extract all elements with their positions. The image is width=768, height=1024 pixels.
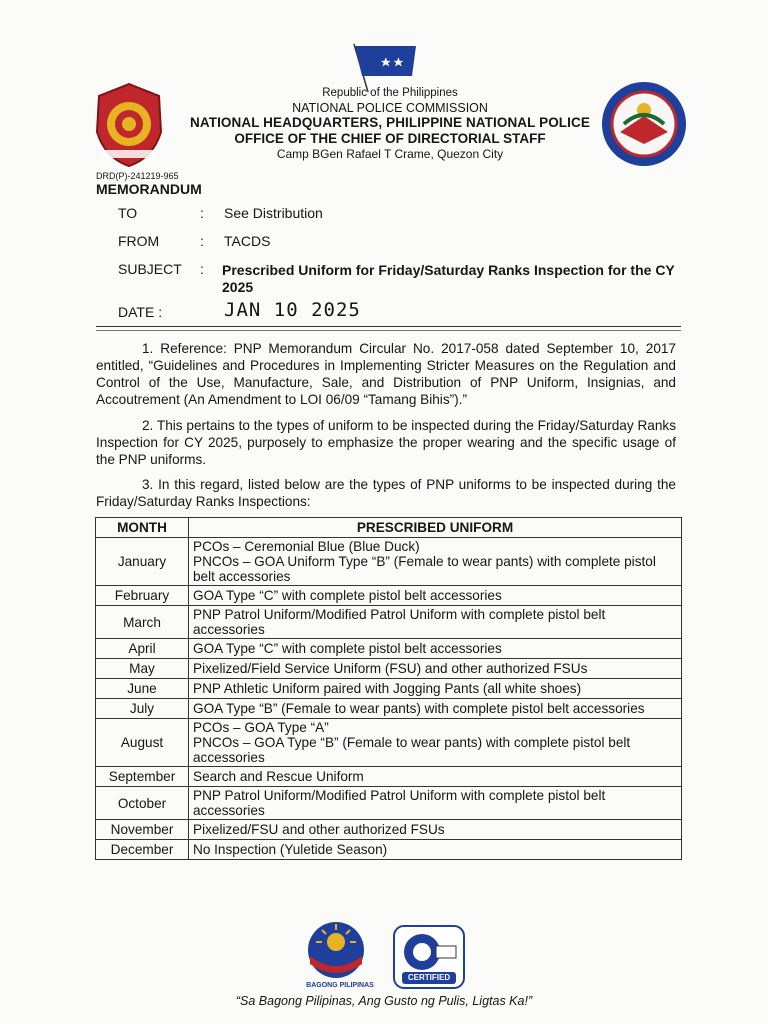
table-row — [96, 586, 682, 606]
table-row — [96, 538, 682, 586]
month-cell: June — [96, 679, 189, 699]
uniform-cell — [189, 840, 682, 860]
uniform-table-body — [96, 538, 682, 860]
uniform-line: PNP Athletic Uniform paired with Jogging Pants (all white shoes) — [193, 681, 582, 696]
uniform-line: Search and Rescue Uniform — [193, 769, 364, 784]
uniform-line: PNP Patrol Uniform/Modified Patrol Uniform with complete pistol belt accessories — [193, 607, 606, 637]
date-label: DATE : — [118, 304, 163, 320]
uniform-cell — [189, 767, 682, 787]
subject-label: SUBJECT — [118, 261, 182, 277]
to-colon: : — [200, 205, 204, 221]
date-stamp: JAN 10 2025 — [224, 299, 361, 321]
header-commission: NATIONAL POLICE COMMISSION — [292, 101, 488, 115]
uniform-cell — [189, 820, 682, 840]
uniform-header: PRESCRIBED UNIFORM — [189, 518, 682, 538]
certified-label: CERTIFIED — [407, 973, 451, 982]
table-row — [96, 719, 682, 767]
uniform-cell — [189, 699, 682, 719]
uniform-cell — [189, 586, 682, 606]
uniform-line: GOA Type “B” (Female to wear pants) with complete pistol belt accessories — [193, 701, 645, 716]
month-cell: April — [96, 639, 189, 659]
table-row — [96, 787, 682, 820]
table-row — [96, 679, 682, 699]
uniform-line: Pixelized/Field Service Uniform (FSU) and other authorized FSUs — [193, 661, 588, 676]
subject-colon: : — [200, 261, 204, 277]
month-cell: January — [96, 538, 189, 586]
table-row — [96, 840, 682, 860]
paragraph-2: 2. This pertains to the types of uniform to be inspected during the Friday/Saturday Ranks Inspection for CY 2025, purposely to emphasize the proper wearing and the specific usage of the PNP uniforms. — [96, 418, 676, 467]
month-cell: December — [96, 840, 189, 860]
uniform-line: PNCOs – GOA Uniform Type “B” (Female to wear pants) with complete pistol belt accessories — [193, 554, 656, 584]
table-row — [96, 606, 682, 639]
uniform-line: PNP Patrol Uniform/Modified Patrol Uniform with complete pistol belt accessories — [193, 788, 606, 818]
month-cell: November — [96, 820, 189, 840]
footer-slogan: “Sa Bagong Pilipinas, Ang Gusto ng Pulis, Ligtas Ka!” — [235, 994, 533, 1008]
month-cell: September — [96, 767, 189, 787]
divider-rule — [96, 326, 681, 327]
uniform-line: GOA Type “C” with complete pistol belt accessories — [193, 588, 502, 603]
uniform-line: No Inspection (Yuletide Season) — [193, 842, 388, 857]
bagong-pilipinas-logo — [298, 918, 374, 982]
header-address: Camp BGen Rafael T Crame, Quezon City — [276, 147, 504, 161]
table-row — [96, 820, 682, 840]
divider-rule-thin — [96, 330, 681, 331]
table-row — [96, 639, 682, 659]
uniform-cell — [189, 659, 682, 679]
uniform-line: PNCOs – GOA Type “B” (Female to wear pants) with complete pistol belt accessories — [193, 735, 631, 765]
uniform-table — [95, 517, 682, 860]
month-cell: May — [96, 659, 189, 679]
month-cell: March — [96, 606, 189, 639]
bagong-pilipinas-label: BAGONG PILIPINAS — [306, 982, 374, 989]
uniform-cell — [189, 639, 682, 659]
table-row — [96, 699, 682, 719]
uniform-cell — [189, 679, 682, 699]
memo-title: MEMORANDUM — [96, 181, 202, 197]
table-header-row — [96, 518, 682, 538]
subject-value: Prescribed Uniform for Friday/Saturday Ranks Inspection for the CY 2025 — [222, 262, 675, 295]
table-row — [96, 659, 682, 679]
from-colon: : — [200, 233, 204, 249]
paragraph-1: 1. Reference: PNP Memorandum Circular No. 2017-058 dated September 10, 2017 entitled, “Guidelines and Procedures in Implementing Stricter Measures on the Regulation and Control of the Use, Manufacture, Sale, and Distribution of PNP Uniform, Insignias, and Accoutrement (An Amendment to LOI 06/09 “Tamang Bihis”).” — [96, 341, 676, 407]
month-cell: February — [96, 586, 189, 606]
table-row — [96, 767, 682, 787]
header-headquarters: NATIONAL HEADQUARTERS, PHILIPPINE NATIONAL POLICE — [190, 115, 590, 130]
control-number: DRD(P)-241219-965 — [96, 171, 179, 181]
month-cell: July — [96, 699, 189, 719]
uniform-line: PCOs – GOA Type “A” — [193, 720, 329, 735]
month-cell: August — [96, 719, 189, 767]
from-label: FROM — [118, 233, 160, 249]
from-value: TACDS — [224, 233, 271, 249]
header-republic: Republic of the Philippines — [322, 87, 458, 99]
header-office: OFFICE OF THE CHIEF OF DIRECTORIAL STAFF — [234, 131, 546, 146]
uniform-cell — [189, 787, 682, 820]
uniform-line: PCOs – Ceremonial Blue (Blue Duck) — [193, 539, 420, 554]
uniform-cell — [189, 719, 682, 767]
uniform-cell — [189, 606, 682, 639]
month-header: MONTH — [96, 518, 189, 538]
uniform-line: Pixelized/FSU and other authorized FSUs — [193, 822, 445, 837]
paragraph-3: 3. In this regard, listed below are the types of PNP uniforms to be inspected during the Friday/Saturday Ranks Inspections: — [96, 477, 676, 509]
uniform-cell — [189, 538, 682, 586]
to-label: TO — [118, 205, 138, 221]
uniform-line: GOA Type “C” with complete pistol belt accessories — [193, 641, 502, 656]
month-cell: October — [96, 787, 189, 820]
to-value: See Distribution — [224, 205, 323, 221]
